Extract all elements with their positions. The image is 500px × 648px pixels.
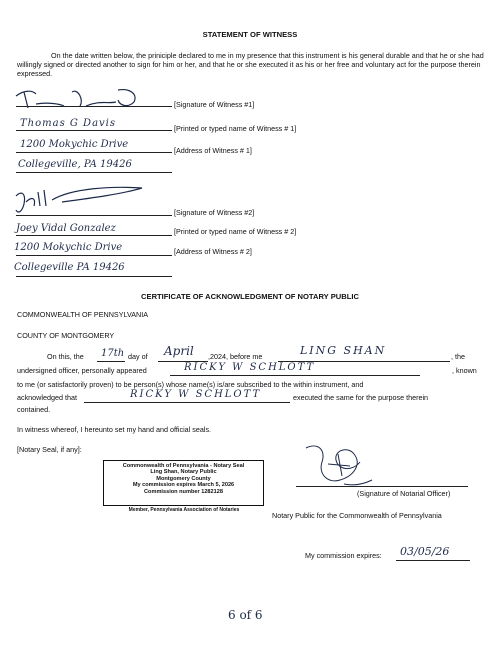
notary-seal-label: [Notary Seal, if any]:	[17, 445, 82, 454]
witness1-sig-label: [Signature of Witness #1]	[174, 100, 255, 109]
ack-month-value: April	[164, 344, 194, 358]
witness2-signature	[12, 184, 162, 218]
witness1-signature	[14, 86, 154, 112]
ack-proven-text: to me (or satisfactorily proven) to be person(s) whose name(s) is/are subscribed to the within instrument, and	[17, 380, 364, 389]
commission-value: 03/05/26	[400, 545, 450, 558]
commission-label: My commission expires:	[305, 551, 382, 560]
notary-signature-line	[296, 486, 468, 487]
witness2-address-line2	[16, 276, 172, 277]
witness2-addr-label: [Address of Witness # 2]	[174, 247, 252, 256]
ack-day-of: day of	[128, 352, 148, 361]
ack-day-value: 17th	[101, 348, 125, 359]
page-title: STATEMENT OF WITNESS	[202, 30, 298, 39]
ack-contained: contained.	[17, 405, 51, 414]
page-number: 6 of 6	[228, 608, 263, 622]
witness2-name-line	[16, 235, 172, 236]
witness1-address2: Collegeville, PA 19426	[18, 159, 132, 170]
notary-sig-label: (Signature of Notarial Officer)	[357, 489, 451, 498]
seal-footer: Member, Pennsylvania Association of Notaries	[128, 507, 240, 513]
ack-ack-name: RICKY W SCHLOTT	[130, 389, 262, 400]
witness2-sig-label: [Signature of Witness #2]	[174, 208, 255, 217]
ack-notary-name: LING SHAN	[300, 344, 387, 357]
witness2-address-line1	[16, 255, 172, 256]
witness2-name: Joey Vidal Gonzalez	[16, 223, 116, 234]
witness2-name-label: [Printed or typed name of Witness # 2]	[174, 227, 297, 236]
ack-on-this: On this, the	[47, 352, 84, 361]
witness1-name-line	[16, 130, 172, 131]
ack-executed-text: executed the same for the purpose therein	[293, 393, 429, 402]
seal-line-3: Montgomery County	[156, 475, 211, 482]
witness1-addr-label: [Address of Witness # 1]	[174, 146, 252, 155]
witness1-address-line1	[16, 152, 172, 153]
witness1-name-label: [Printed or typed name of Witness # 1]	[174, 124, 297, 133]
witness1-address-line2	[16, 172, 172, 173]
ack-comma-the: , the	[451, 352, 465, 361]
notary-public-for: Notary Public for the Commonwealth of Pennsylvania	[272, 511, 442, 520]
witness1-name: Thomas G Davis	[20, 118, 117, 129]
county-heading: COUNTY OF MONTGOMERY	[17, 331, 115, 340]
ack-appeared-line	[170, 375, 420, 376]
commonwealth-heading: COMMONWEALTH OF PENNSYLVANIA	[17, 310, 148, 319]
ack-year-text: ,2024, before me	[208, 352, 263, 361]
intro-paragraph: On the date written below, the priniciple declared to me in my presence that this instrument is his general durable and that he or she had willingly signed or directed another to sign for him or her, and that he or she executed it as his or her free and voluntary act for the purpose therein expressed.	[17, 51, 484, 78]
seal-line-4: My commission expires March 5, 2026	[132, 482, 235, 489]
ack-appeared-text: undersigned officer, personally appeared	[17, 366, 147, 375]
certificate-title: CERTIFICATE OF ACKNOWLEDGMENT OF NOTARY PUBLIC	[141, 292, 359, 301]
witness2-address2: Collegeville PA 19426	[14, 262, 125, 273]
seal-line-1: Commonwealth of Pennsylvania - Notary Seal	[122, 463, 245, 469]
seal-line-5: Commission number 1282128	[144, 488, 223, 495]
witness1-address1: 1200 Mokychic Drive	[20, 139, 129, 150]
ack-known: , known	[452, 366, 477, 375]
notary-signature	[298, 440, 378, 492]
ack-appeared-name: RICKY W SCHLOTT	[184, 362, 316, 373]
witness-whereof: In witness whereof, I hereunto set my hand and official seals.	[17, 425, 212, 434]
commission-line	[396, 560, 470, 561]
notary-seal-stamp	[103, 460, 264, 506]
witness2-address1: 1200 Mokychic Drive	[14, 242, 123, 253]
ack-day-line	[97, 361, 125, 362]
seal-line-2: Ling Shan, Notary Public	[150, 469, 217, 476]
ack-ack-name-line	[84, 402, 290, 403]
ack-acknowledged-that: acknowledged that	[17, 393, 77, 402]
